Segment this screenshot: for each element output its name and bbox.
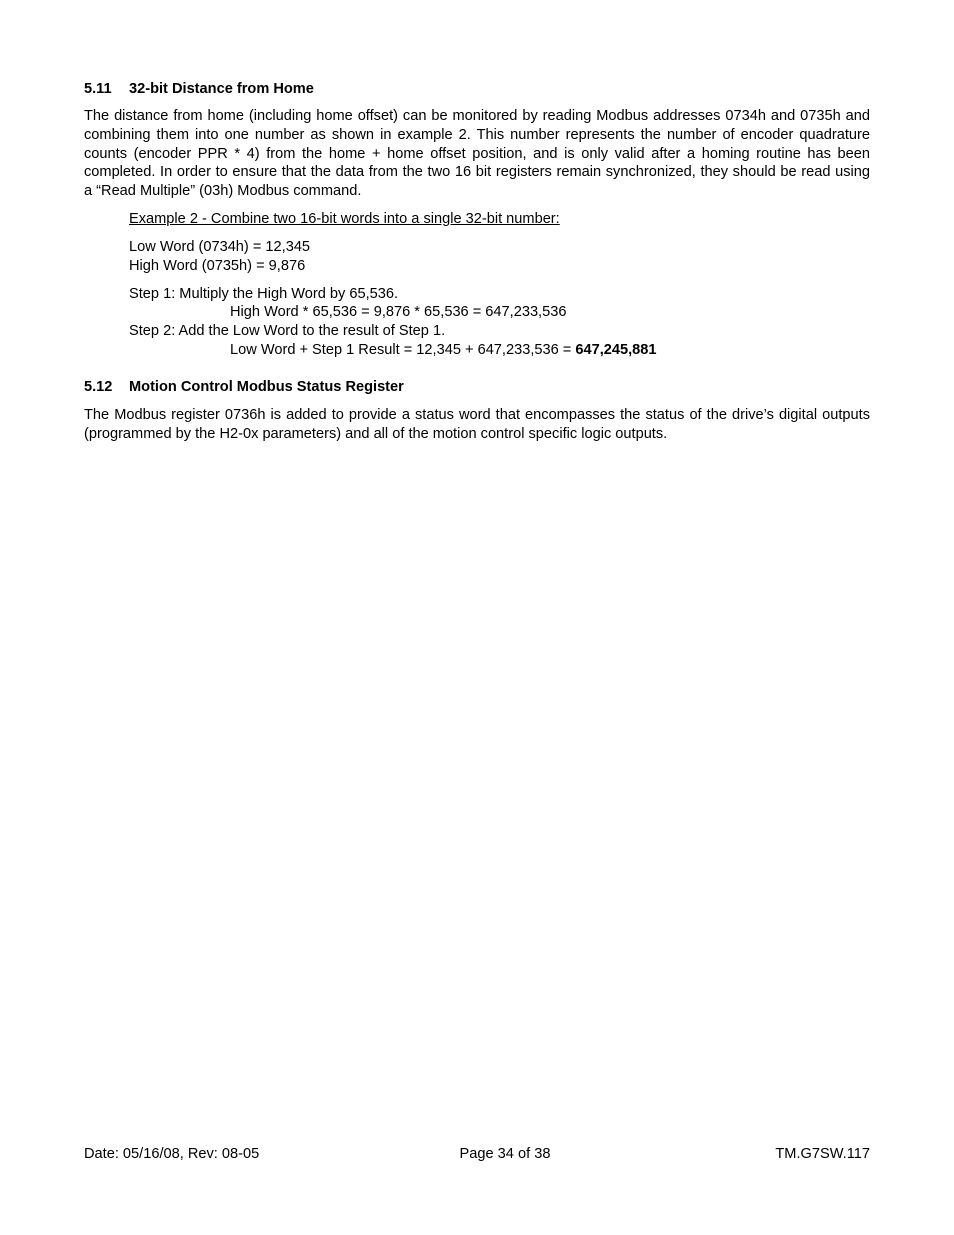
section-511-title: 32-bit Distance from Home: [129, 81, 314, 97]
document-page: [84, 0, 870, 1235]
example-high-word: High Word (0735h) = 9,876: [129, 258, 306, 274]
section-512-number: 5.12: [84, 379, 113, 395]
section-512-title: Motion Control Modbus Status Register: [129, 379, 404, 395]
example-title: Example 2 - Combine two 16-bit words into a single 32-bit number:: [129, 211, 560, 227]
example-step2: Step 2: Add the Low Word to the result of Step 1.: [129, 323, 446, 339]
example-step2-calc: Low Word + Step 1 Result = 12,345 + 647,233,536 =: [230, 342, 576, 358]
example-step1-calc: High Word * 65,536 = 9,876 * 65,536 = 647,233,536: [230, 304, 567, 320]
section-512-paragraph: The Modbus register 0736h is added to provide a status word that encompasses the status of the drive’s digital outputs (programmed by the H2-0x parameters) and all of the motion control specific logic outputs.: [84, 407, 870, 442]
section-512-heading: [84, 378, 404, 397]
section-511-paragraph: The distance from home (including home offset) can be monitored by reading Modbus addresses 0734h and 0735h and combining them into one number as shown in example 2. This number represents the number of encoder quadrature counts (encoder PPR * 4) from the home + home offset position, and is only valid after a homing routine has been completed. In order to ensure that the data from the two 16 bit registers remain synchronized, they should be read using a “Read Multiple” (03h) Modbus command.: [84, 108, 870, 200]
example-low-word: Low Word (0734h) = 12,345: [129, 239, 311, 255]
footer-doc-id: TM.G7SW.117: [775, 1146, 870, 1162]
section-511-heading: [84, 80, 314, 99]
footer-date-rev: Date: 05/16/08, Rev: 08-05: [84, 1146, 260, 1162]
example-step2-result: 647,245,881: [575, 342, 657, 358]
example-step2-line: [129, 341, 657, 360]
example-step1: Step 1: Multiply the High Word by 65,536.: [129, 286, 399, 302]
footer-page-number: Page 34 of 38: [459, 1146, 551, 1162]
section-511-number: 5.11: [84, 81, 112, 97]
